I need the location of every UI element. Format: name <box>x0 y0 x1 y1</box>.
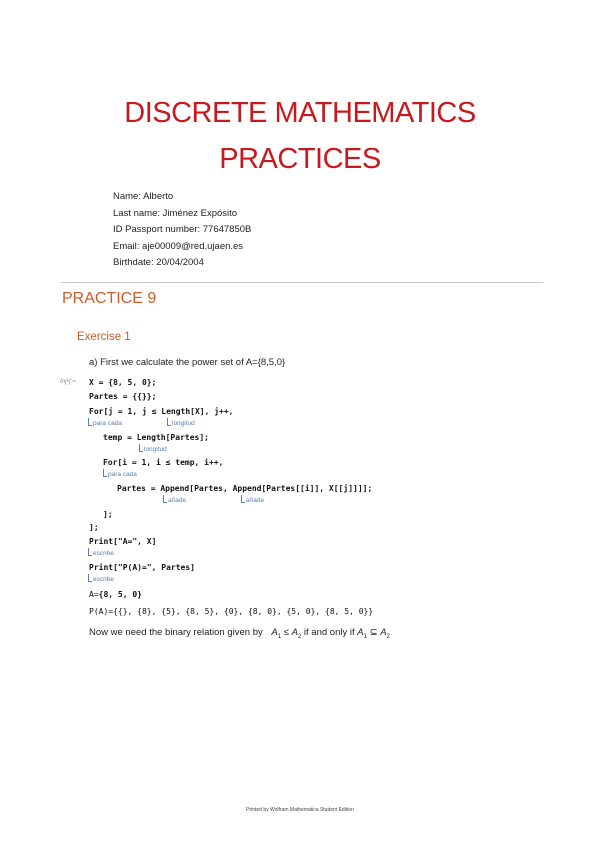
code-line-8[interactable]: ]; <box>89 523 99 532</box>
code-line-3[interactable]: For[j = 1, j ≤ Length[X], j++, <box>89 407 234 416</box>
student-info <box>113 189 251 272</box>
student-birthdate: Birthdate: 20/04/2004 <box>113 257 204 269</box>
code-line-2[interactable]: Partes = {{}}; <box>89 392 157 401</box>
code-line-5[interactable]: For[i = 1, i ≤ temp, i++, <box>103 458 224 467</box>
code-line-7[interactable]: ]; <box>103 510 113 519</box>
tooltip-escribe-2: escribe <box>88 574 114 583</box>
output-p-label: P(A)= <box>89 607 114 616</box>
code-line-4[interactable]: temp = Length[Partes]; <box>103 433 209 442</box>
output-a-label: A= <box>89 590 99 599</box>
page-title: DISCRETE MATHEMATICS <box>124 97 476 129</box>
tooltip-longitud-2: longitud <box>139 444 167 453</box>
tooltip-anade-2: añade <box>241 495 264 504</box>
relation-text-mid: if and only if <box>303 627 355 638</box>
student-email: Email: aje00009@red.ujaen.es <box>113 240 244 252</box>
student-last-name: Last name: Jiménez Expósito <box>113 207 238 219</box>
tooltip-para-cada: para cada <box>88 418 122 427</box>
tooltip-para-cada-2: para cada <box>103 469 137 478</box>
section-divider <box>61 282 543 283</box>
output-a <box>89 590 142 599</box>
student-name: Name: Alberto <box>113 191 174 202</box>
tooltip-longitud: longitud <box>167 418 195 427</box>
footer-text: Printed by Wolfram Mathematica Student Edition <box>246 807 354 813</box>
output-a-value: {8, 5, 0} <box>98 590 142 599</box>
intro-text: a) First we calculate the power set of A={8,5,0} <box>89 357 286 368</box>
code-line-10[interactable]: Print["P(A)=", Partes] <box>89 563 195 572</box>
student-id: ID Passport number: 77647850B <box>113 224 252 236</box>
code-line-6[interactable]: Partes = Append[Partes, Append[Partes[[i]], X[[j]]]]; <box>117 484 373 493</box>
output-p-value: {{}, {8}, {5}, {8, 5}, {0}, {8, 0}, {5, 0}, {8, 5, 0}} <box>113 607 374 616</box>
output-p <box>89 607 373 616</box>
tooltip-escribe: escribe <box>88 548 114 557</box>
relation-text: Now we need the binary relation given by $A_1 \le A_2$ if and only if $A_1$ ⊆ $A_2$ <box>89 627 390 640</box>
input-cell-label: In[•]:= <box>60 379 76 385</box>
page-subtitle: PRACTICES <box>219 143 381 175</box>
tooltip-anade: añade <box>163 495 186 504</box>
code-line-9[interactable]: Print["A=", X] <box>89 537 157 546</box>
practice-heading: PRACTICE 9 <box>62 290 157 307</box>
exercise-heading: Exercise 1 <box>77 331 131 343</box>
code-line-1[interactable]: X = {8, 5, 0}; <box>89 378 157 387</box>
relation-text-prefix: Now we need the binary relation given by <box>89 627 263 638</box>
